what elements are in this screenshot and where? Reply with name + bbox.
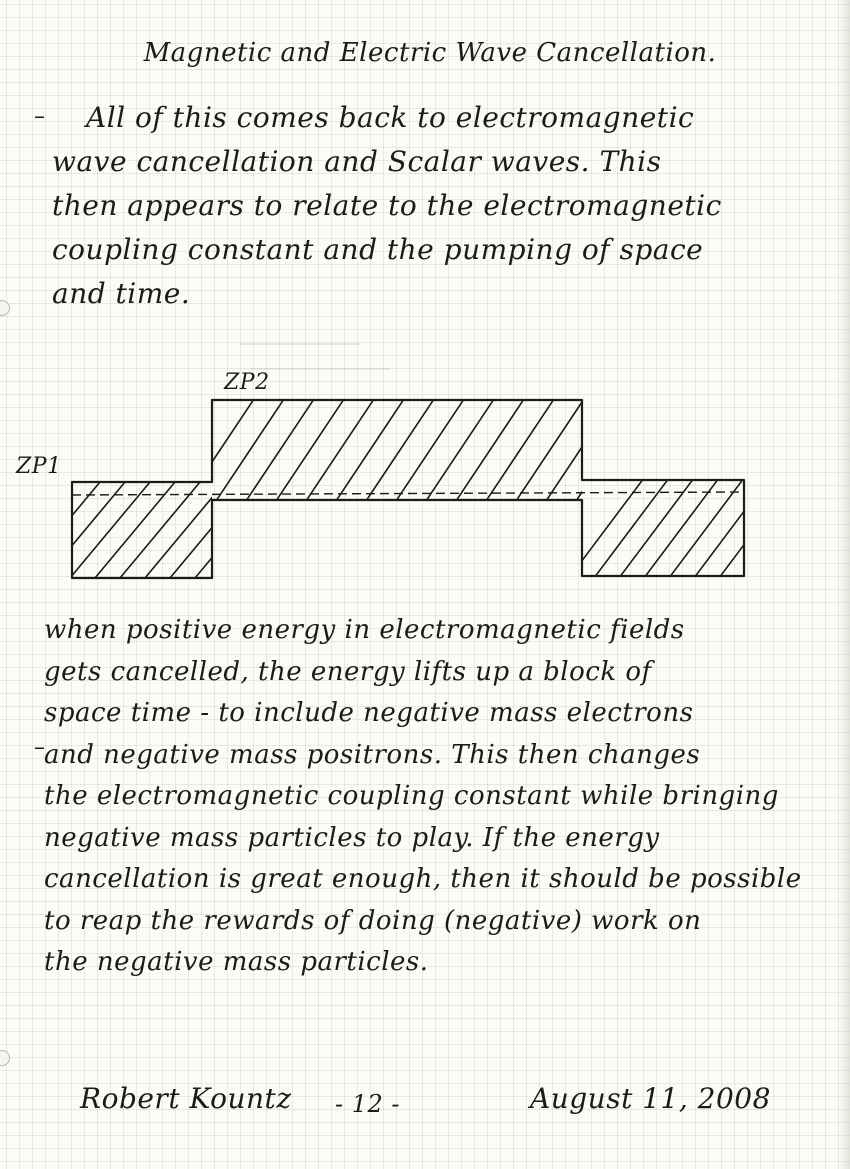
text-line: cancellation is great enough, then it should be possible bbox=[44, 864, 802, 894]
text-line: the negative mass particles. bbox=[44, 947, 429, 977]
author-signature: Robert Kountz bbox=[80, 1082, 292, 1115]
punch-hole bbox=[0, 1050, 10, 1066]
zp1-level-line bbox=[72, 492, 744, 495]
bleed-through-mark bbox=[240, 325, 360, 345]
page-date: August 11, 2008 bbox=[530, 1082, 771, 1115]
page-number: - 12 - bbox=[335, 1090, 401, 1118]
punch-hole bbox=[0, 300, 10, 316]
hatching-right bbox=[560, 470, 800, 590]
bullet-dash: – bbox=[34, 104, 46, 129]
text-line: negative mass particles to play. If the energy bbox=[44, 822, 660, 853]
text-line: to reap the rewards of doing (negative) work on bbox=[44, 905, 702, 936]
zp1-label: ZP1 bbox=[16, 454, 62, 479]
text-line: then appears to relate to the electromagnetic bbox=[52, 189, 722, 222]
text-line: coupling constant and the pumping of space bbox=[52, 233, 704, 266]
text-line: when positive energy in electromagnetic fields bbox=[44, 615, 685, 645]
zp2-label: ZP2 bbox=[224, 370, 270, 395]
page-title: Magnetic and Electric Wave Cancellation. bbox=[143, 38, 717, 68]
paragraph-intro bbox=[52, 96, 722, 316]
text-line: and negative mass positrons. This then changes bbox=[44, 739, 701, 770]
text-line: the electromagnetic coupling constant while bringing bbox=[44, 781, 779, 811]
text-line: All of this comes back to electromagnetic bbox=[86, 101, 695, 134]
text-line: wave cancellation and Scalar waves. This bbox=[52, 145, 662, 178]
text-line: space time - to include negative mass electrons bbox=[44, 698, 694, 728]
bullet-dash: – bbox=[34, 735, 46, 760]
text-line: and time. bbox=[52, 277, 191, 310]
paragraph-energy bbox=[44, 610, 802, 984]
block-outline bbox=[72, 400, 744, 578]
zero-point-block-diagram bbox=[0, 360, 850, 600]
text-line: gets cancelled, the energy lifts up a block of bbox=[44, 656, 652, 687]
hatching-left bbox=[10, 470, 285, 590]
hatching-top bbox=[180, 390, 650, 510]
